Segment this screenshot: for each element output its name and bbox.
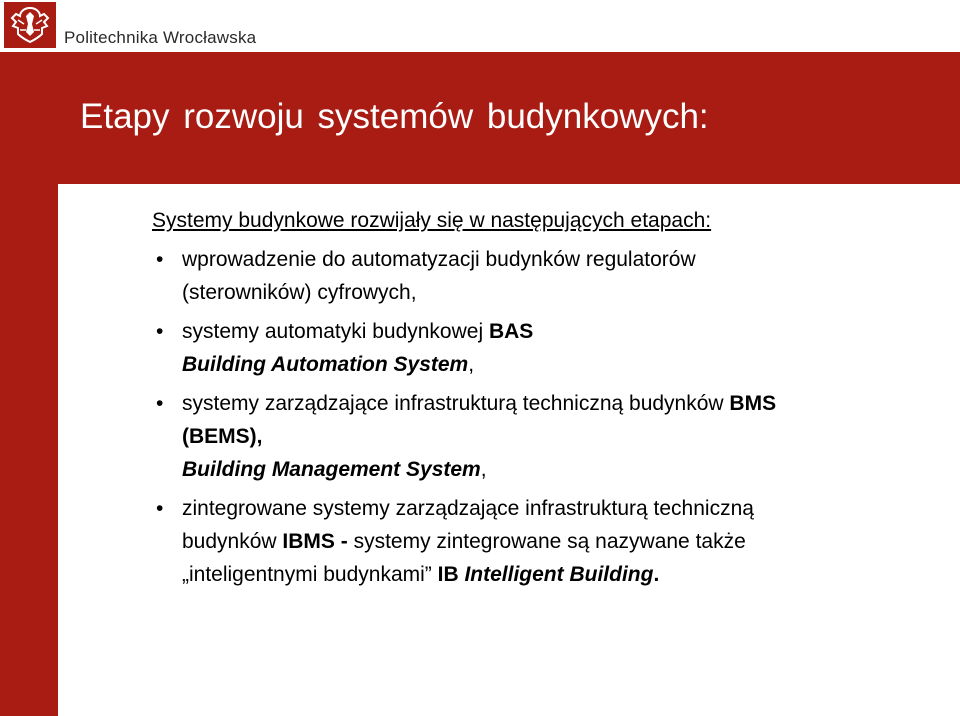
title-band xyxy=(58,52,960,184)
item-acronym: IB xyxy=(437,563,465,586)
list-item xyxy=(152,243,942,309)
item-line xyxy=(182,453,942,486)
bullet-icon: • xyxy=(156,497,164,520)
list-item xyxy=(152,315,942,381)
item-term: Building Management System xyxy=(182,458,481,481)
list-item xyxy=(152,492,942,591)
item-line xyxy=(182,387,942,420)
slide-content xyxy=(152,204,942,597)
bullet-icon: • xyxy=(156,248,164,271)
bullet-icon: • xyxy=(156,392,164,415)
item-acronym: BAS xyxy=(488,320,534,343)
item-line: (sterowników) cyfrowych, xyxy=(182,281,417,304)
item-line: (BEMS), xyxy=(182,425,263,448)
item-acronym: IBMS - xyxy=(282,530,348,553)
item-line xyxy=(182,525,942,558)
item-line: zintegrowane systemy zarządzające infrastrukturą techniczną xyxy=(182,497,754,520)
item-text: , xyxy=(480,458,487,481)
item-term: Intelligent Building xyxy=(464,563,654,586)
list-item xyxy=(152,387,942,486)
item-text: „inteligentnymi budynkami” xyxy=(182,563,438,586)
item-term: Building Automation System xyxy=(182,353,469,376)
item-line xyxy=(182,315,942,348)
bullet-list xyxy=(152,243,942,591)
item-text: systemy zarządzające infrastrukturą techniczną budynków xyxy=(182,392,730,415)
item-line xyxy=(182,558,942,591)
item-acronym: BMS xyxy=(729,392,777,415)
slide-title: Etapy rozwoju systemów budynkowych: xyxy=(80,97,709,136)
item-text: . xyxy=(653,563,660,586)
item-line: wprowadzenie do automatyzacji budynków regulatorów xyxy=(182,248,696,271)
item-text: budynków xyxy=(182,530,283,553)
bullet-icon: • xyxy=(156,320,164,343)
intro-text: Systemy budynkowe rozwijały się w następujących etapach: xyxy=(152,209,712,232)
university-name: Politechnika Wrocławska xyxy=(64,28,257,47)
side-band xyxy=(0,52,58,716)
item-line xyxy=(182,348,942,381)
item-text: , xyxy=(468,353,475,376)
eagle-crest-icon xyxy=(4,2,56,48)
item-text: systemy zintegrowane są nazywane także xyxy=(347,530,746,553)
item-text: systemy automatyki budynkowej xyxy=(182,320,489,343)
university-logo xyxy=(4,2,56,48)
